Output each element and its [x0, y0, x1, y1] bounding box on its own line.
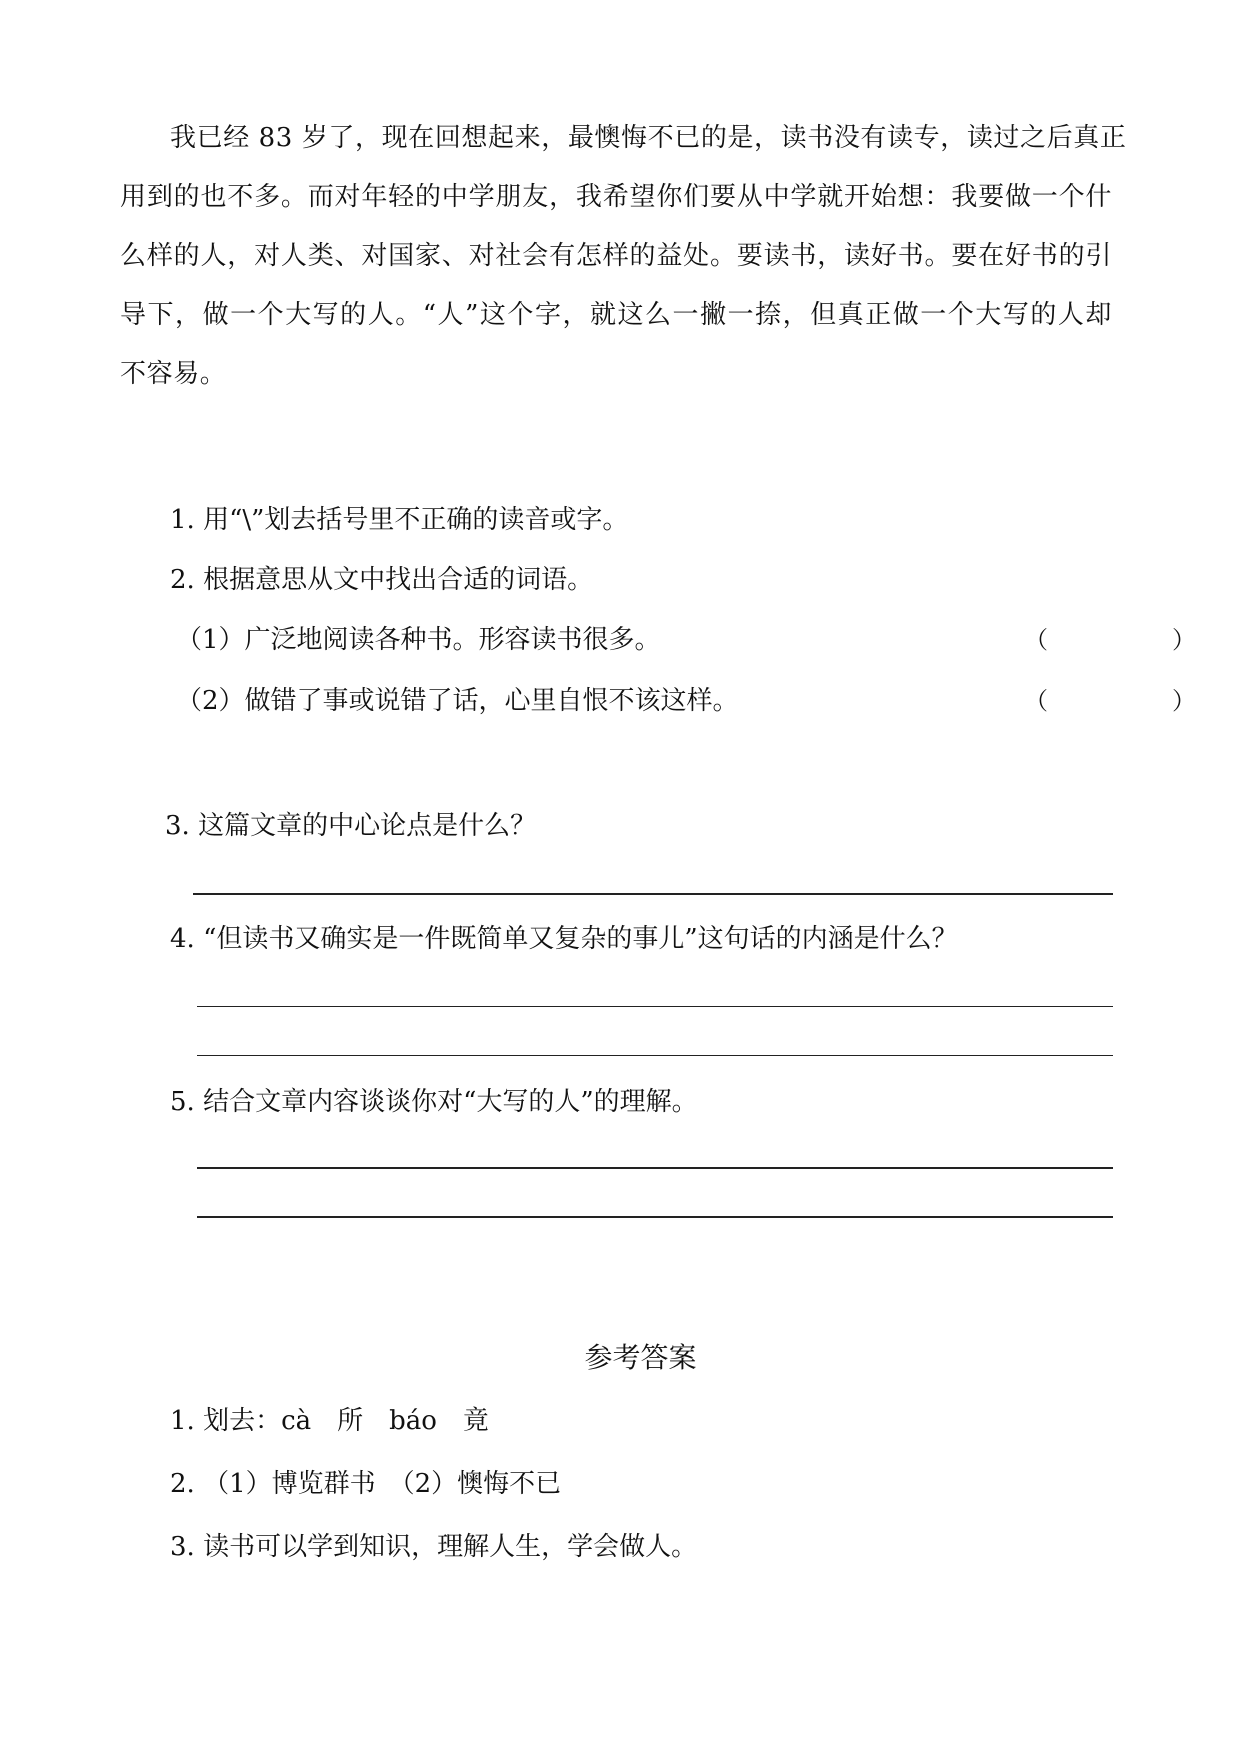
- question-2: 2. 根据意思从文中找出合适的词语。: [170, 565, 594, 595]
- answer-line-q3: [193, 893, 1113, 895]
- question-3: 3. 这篇文章的中心论点是什么？: [165, 811, 537, 841]
- question-4: 4. “但读书又确实是一件既简单又复杂的事儿”这句话的内涵是什么？: [170, 924, 958, 954]
- passage-line-3: 么样的人，对人类、对国家、对社会有怎样的益处。要读书，读好书。要在好书的引: [120, 241, 1112, 271]
- passage-line-2: 用到的也不多。而对年轻的中学朋友，我希望你们要从中学就开始想：我要做一个什: [120, 182, 1112, 212]
- answer-paren-open-2: （: [1024, 687, 1048, 715]
- answer-key-heading: 参考答案: [584, 1341, 697, 1374]
- answer-1: 1. 划去：cà 所 báo 竟: [170, 1406, 489, 1436]
- passage-line-5: 不容易。: [120, 359, 227, 389]
- answer-3: 3. 读书可以学到知识，理解人生，学会做人。: [170, 1532, 698, 1562]
- answer-line-q5-1: [197, 1167, 1113, 1169]
- answer-paren-close-1: ）: [1172, 626, 1196, 654]
- answer-paren-close-2: ）: [1172, 687, 1196, 715]
- answer-paren-open-1: （: [1024, 626, 1048, 654]
- answer-2: 2. （1）博览群书 （2）懊悔不已: [170, 1469, 562, 1499]
- answer-line-q4-2: [197, 1055, 1113, 1056]
- question-5: 5. 结合文章内容谈谈你对“大写的人”的理解。: [170, 1087, 698, 1117]
- question-2-sub-2: （2）做错了事或说错了话，心里自恨不该这样。: [176, 686, 739, 716]
- passage-line-1: 我已经 83 岁了，现在回想起来，最懊悔不已的是，读书没有读专，读过之后真正: [170, 123, 1127, 153]
- answer-line-q4-1: [197, 1006, 1113, 1007]
- answer-line-q5-2: [197, 1216, 1113, 1218]
- question-1: 1. 用“\”划去括号里不正确的读音或字。: [170, 505, 629, 535]
- passage-line-4: 导下，做一个大写的人。“人”这个字，就这么一撇一捺，但真正做一个大写的人却: [120, 300, 1112, 330]
- question-2-sub-1: （1）广泛地阅读各种书。形容读书很多。: [176, 625, 661, 655]
